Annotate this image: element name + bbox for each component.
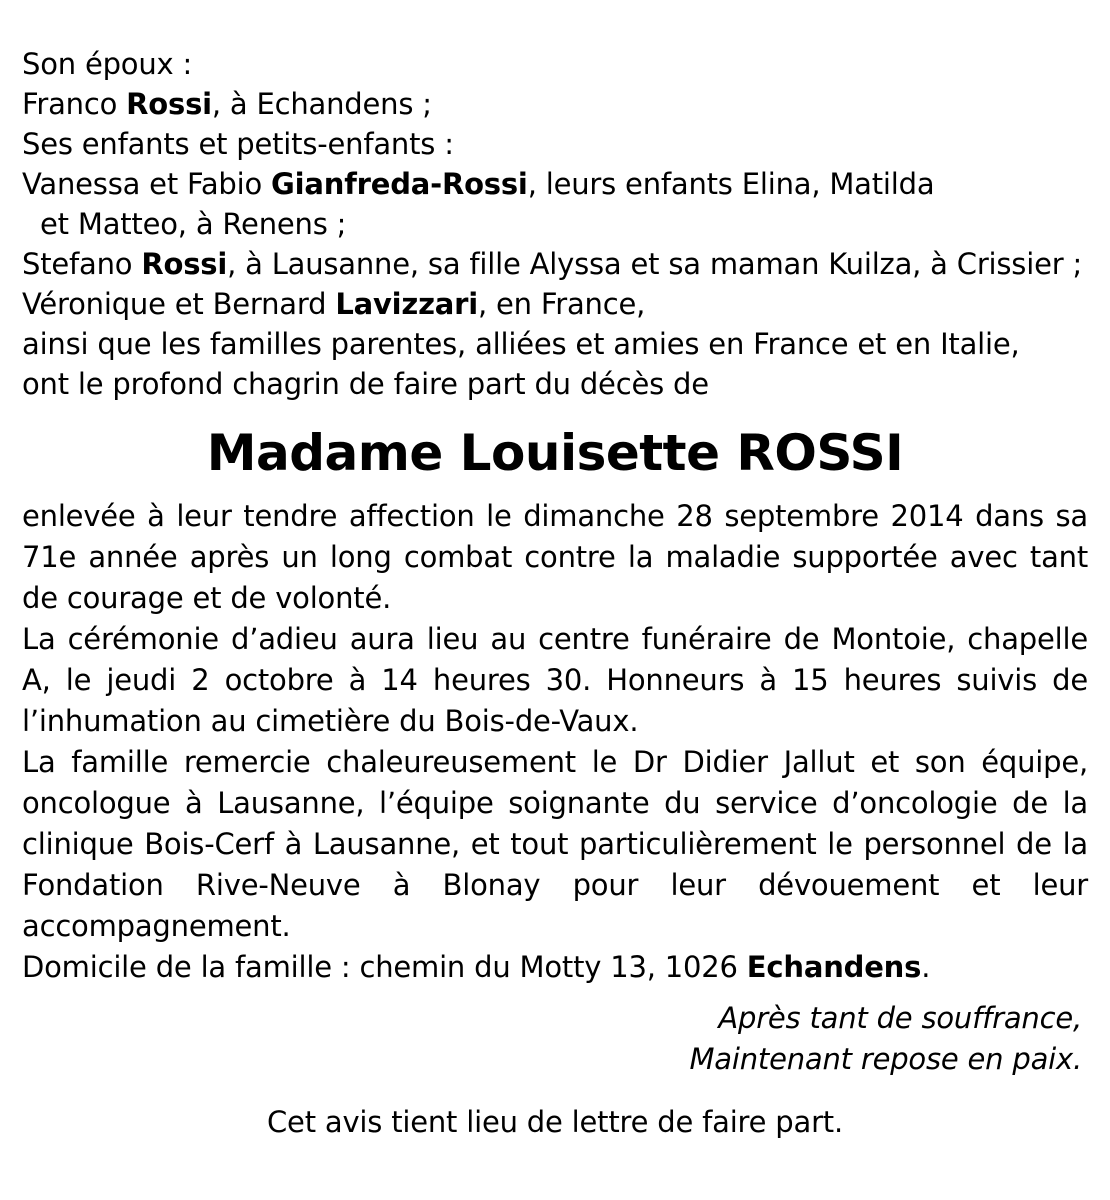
family-address-line bbox=[22, 947, 1088, 988]
body-paragraph bbox=[22, 619, 1088, 742]
closing-line: Cet avis tient lieu de lettre de faire part. bbox=[267, 1105, 843, 1139]
plain-text: , leurs enfants Elina, Matilda bbox=[527, 167, 935, 201]
plain-text: Son époux : bbox=[22, 47, 193, 81]
intro-block bbox=[22, 44, 1088, 404]
plain-text: enlevée à leur tendre affection le dimanche 28 septembre 2014 dans sa 71e année après un long combat contre la maladie supportée avec tant de courage et de volonté. bbox=[22, 499, 1088, 615]
emphasis-text: Echandens bbox=[746, 950, 922, 984]
emphasis-text: Gianfreda-Rossi bbox=[271, 167, 528, 201]
intro-line bbox=[22, 124, 1088, 164]
plain-text: et Matteo, à Renens ; bbox=[22, 207, 347, 241]
plain-text: . bbox=[921, 950, 931, 984]
epitaph-line: Après tant de souffrance, bbox=[718, 1001, 1082, 1035]
intro-line bbox=[22, 324, 1088, 364]
deceased-name: Madame Louisette ROSSI bbox=[206, 424, 904, 482]
plain-text: Stefano bbox=[22, 247, 142, 281]
epitaph bbox=[22, 998, 1088, 1080]
intro-line bbox=[22, 164, 1088, 204]
body-paragraph bbox=[22, 742, 1088, 947]
intro-line bbox=[22, 364, 1088, 404]
emphasis-text: Rossi bbox=[141, 247, 228, 281]
body-paragraph bbox=[22, 496, 1088, 619]
plain-text: Véronique et Bernard bbox=[22, 287, 336, 321]
plain-text: , en France, bbox=[478, 287, 646, 321]
plain-text: , à Lausanne, sa fille Alyssa et sa maman Kuilza, à Crissier ; bbox=[227, 247, 1083, 281]
emphasis-text: Rossi bbox=[126, 87, 212, 121]
plain-text: Vanessa et Fabio bbox=[22, 167, 272, 201]
plain-text: Franco bbox=[22, 87, 127, 121]
plain-text: La famille remercie chaleureusement le Dr Didier Jallut et son équipe, oncologue à Lausanne, l’équipe soignante du service d’oncologie de la clinique Bois-Cerf à Lausanne, et tout particulièrement le personnel de la Fondation Rive-Neuve à Blonay pour leur dévouement et leur accompagnement. bbox=[22, 745, 1088, 943]
intro-line bbox=[22, 44, 1088, 84]
plain-text: Domicile de la famille : chemin du Motty 13, 1026 bbox=[22, 950, 747, 984]
plain-text: ont le profond chagrin de faire part du décès de bbox=[22, 367, 709, 401]
intro-line bbox=[22, 244, 1088, 284]
emphasis-text: Lavizzari bbox=[335, 287, 478, 321]
intro-line bbox=[22, 204, 1088, 244]
body-paragraphs bbox=[22, 496, 1088, 947]
intro-line bbox=[22, 284, 1088, 324]
plain-text: La cérémonie d’adieu aura lieu au centre funéraire de Montoie, chapelle A, le jeudi 2 octobre à 14 heures 30. Honneurs à 15 heures suivis de l’inhumation au cimetière du Bois-de-Vaux. bbox=[22, 622, 1088, 738]
intro-line bbox=[22, 84, 1088, 124]
plain-text: ainsi que les familles parentes, alliées et amies en France et en Italie, bbox=[22, 327, 1020, 361]
plain-text: Ses enfants et petits-enfants : bbox=[22, 127, 454, 161]
plain-text: , à Echandens ; bbox=[211, 87, 432, 121]
epitaph-line: Maintenant repose en paix. bbox=[689, 1042, 1082, 1076]
